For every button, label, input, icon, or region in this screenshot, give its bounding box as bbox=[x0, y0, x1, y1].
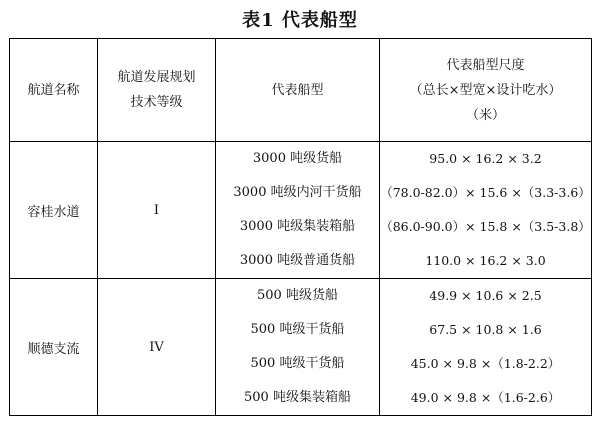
ship-dimension: 49.0 × 9.8 ×（1.6-2.6） bbox=[410, 390, 561, 405]
ship-type: 3000 吨级货船 bbox=[252, 151, 343, 166]
dimensions-cell bbox=[380, 142, 592, 279]
header-dimensions: 代表船型尺度 （总长×型宽×设计吃水） （米） bbox=[380, 39, 592, 142]
ship-types-cell bbox=[216, 279, 380, 416]
header-row bbox=[10, 39, 592, 142]
ship-dimension: （86.0-90.0）× 15.8 ×（3.5-3.8） bbox=[380, 219, 591, 234]
table-row bbox=[10, 142, 592, 279]
table-row bbox=[10, 279, 592, 416]
ship-type: 3000 吨级集装箱船 bbox=[239, 219, 356, 234]
header-route-name: 航道名称 bbox=[10, 39, 98, 142]
ship-type: 500 吨级集装箱船 bbox=[244, 390, 351, 405]
ship-dimension: 95.0 × 16.2 × 3.2 bbox=[429, 151, 542, 166]
ship-dimension: 110.0 × 16.2 × 3.0 bbox=[425, 253, 546, 268]
header-ship-type: 代表船型 bbox=[216, 39, 380, 142]
ship-type: 3000 吨级内河干货船 bbox=[233, 185, 362, 200]
ship-type: 3000 吨级普通货船 bbox=[239, 253, 356, 268]
ship-type: 500 吨级货船 bbox=[257, 288, 338, 303]
table-title: 表1 代表船型 bbox=[242, 10, 358, 31]
ship-types-cell bbox=[216, 142, 380, 279]
ship-dimension: 67.5 × 10.8 × 1.6 bbox=[429, 322, 542, 337]
route-name-cell: 顺德支流 bbox=[10, 279, 98, 416]
grade-cell: IV bbox=[98, 279, 216, 416]
ship-dimension: 49.9 × 10.6 × 2.5 bbox=[429, 288, 542, 303]
ship-dimension: 45.0 × 9.8 ×（1.8-2.2） bbox=[410, 356, 561, 371]
ship-type: 500 吨级干货船 bbox=[250, 322, 345, 337]
route-name-cell: 容桂水道 bbox=[10, 142, 98, 279]
dimensions-cell bbox=[380, 279, 592, 416]
ship-dimension: （78.0-82.0）× 15.6 ×（3.3-3.6） bbox=[380, 185, 591, 200]
ship-type: 500 吨级干货船 bbox=[250, 356, 345, 371]
header-grade: 航道发展规划 技术等级 bbox=[98, 39, 216, 142]
grade-cell: I bbox=[98, 142, 216, 279]
representative-ships-table bbox=[9, 38, 592, 416]
